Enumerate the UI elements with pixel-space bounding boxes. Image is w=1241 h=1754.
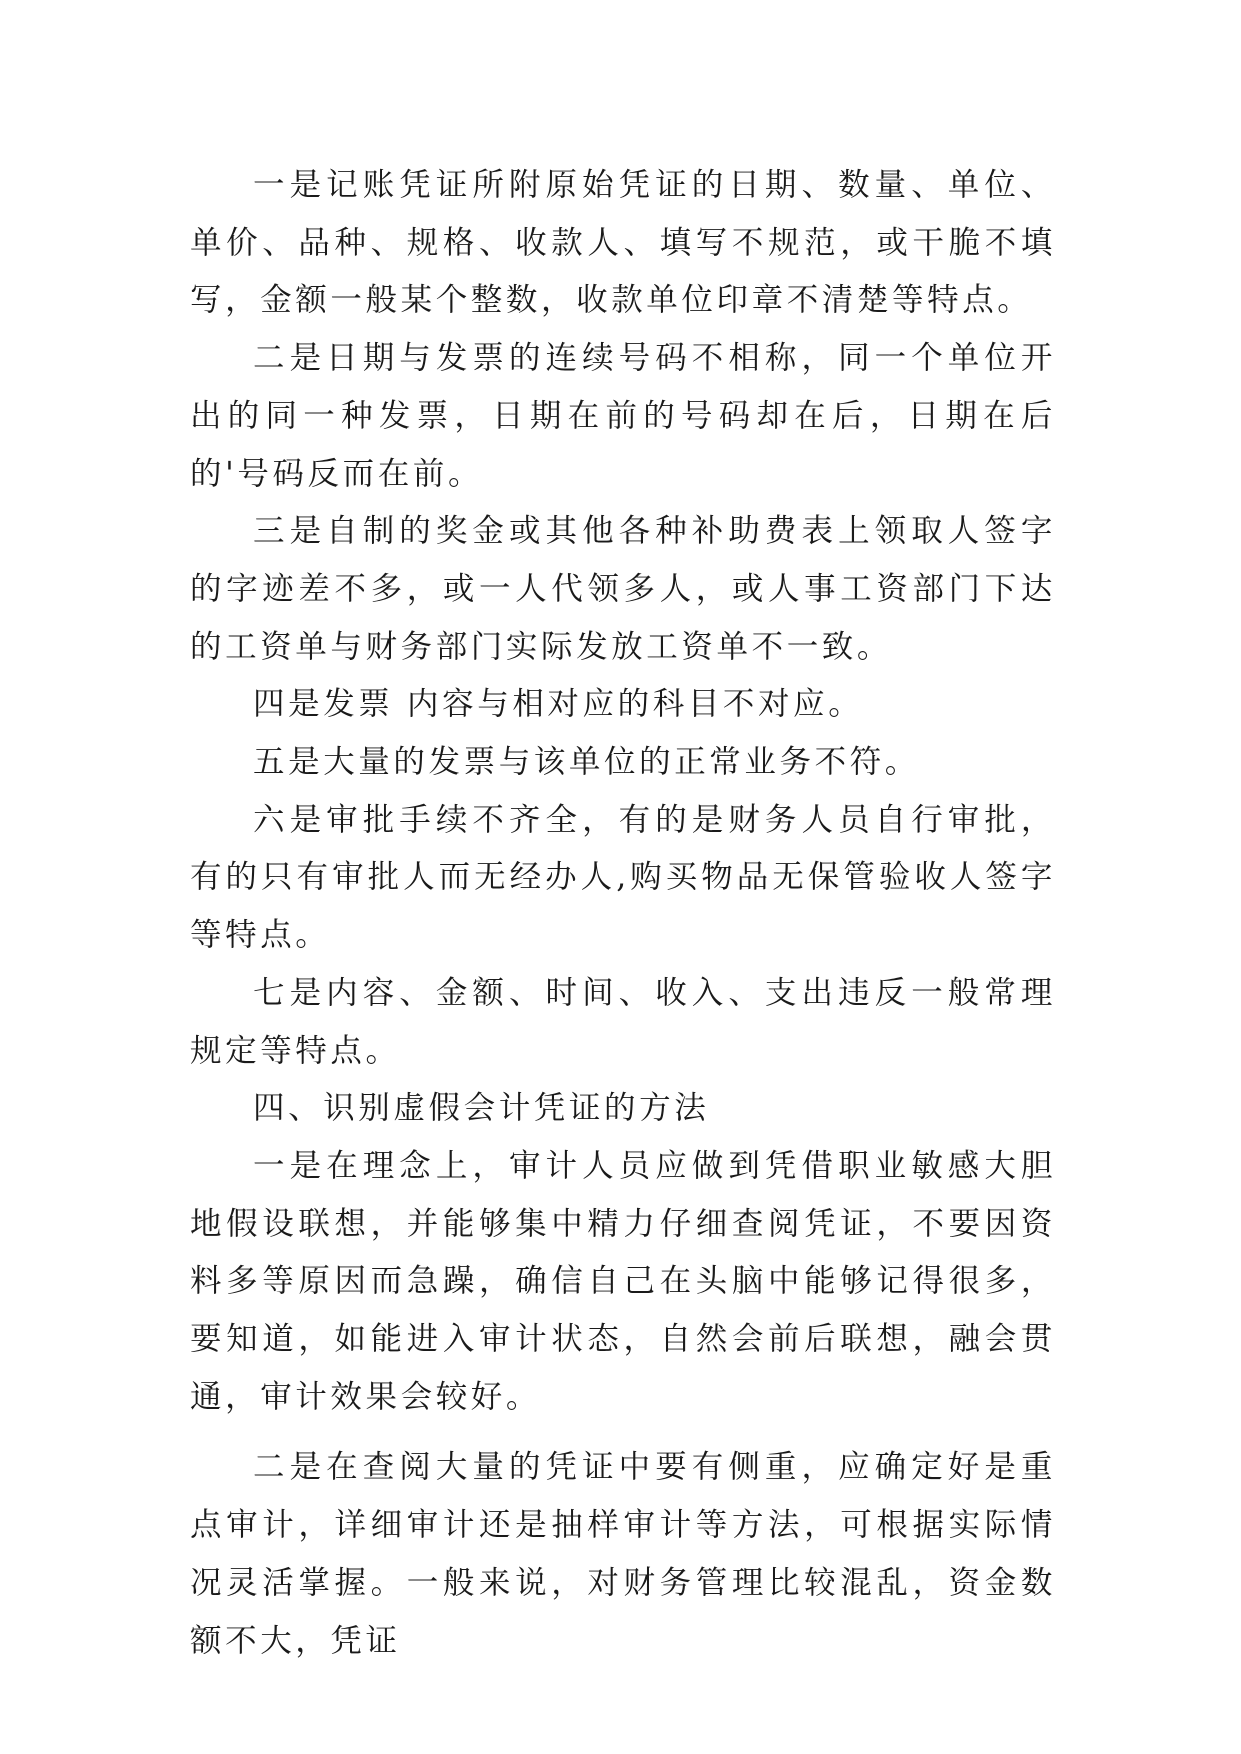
paragraph-9: 二是在查阅大量的凭证中要有侧重，应确定好是重点审计，详细审计还是抽样审计等方法，可根据实际情况灵活掌握。一般来说，对财务管理比较混乱，资金数额不大，凭证	[190, 1449, 1056, 1659]
paragraph-1: 一是记账凭证所附原始凭证的日期、数量、单位、单价、品种、规格、收款人、填写不规范，或干脆不填写，金额一般某个整数，收款单位印章不清楚等特点。	[190, 167, 1056, 319]
paragraph-6: 六是审批手续不齐全，有的是财务人员自行审批，有的只有审批人而无经办人,购买物品无保管验收人签字等特点。	[190, 801, 1056, 954]
paragraph-8: 一是在理念上，审计人员应做到凭借职业敏感大胆地假设联想，并能够集中精力仔细查阅凭证，不要因资料多等原因而急躁，确信自己在头脑中能够记得很多，要知道，如能进入审计状态，自然会前后联想，融会贯通，审计效果会较好。	[190, 1147, 1056, 1415]
paragraph-2: 二是日期与发票的连续号码不相称，同一个单位开出的同一种发票，日期在前的号码却在后，日期在后的'号码反而在前。	[190, 340, 1056, 492]
paragraph-3: 三是自制的奖金或其他各种补助费表上领取人签字的字迹差不多，或一人代领多人，或人事工资部门下达的工资单与财务部门实际发放工资单不一致。	[190, 513, 1056, 665]
document-page	[190, 157, 1056, 1670]
paragraph-7: 七是内容、金额、时间、收入、支出违反一般常理规定等特点。	[190, 974, 1056, 1069]
paragraph-5: 五是大量的发票与该单位的正常业务不符。	[253, 744, 920, 781]
section-heading: 四、识别虚假会计凭证的方法	[253, 1090, 710, 1127]
paragraph-4: 四是发票 内容与相对应的科目不对应。	[253, 686, 864, 723]
